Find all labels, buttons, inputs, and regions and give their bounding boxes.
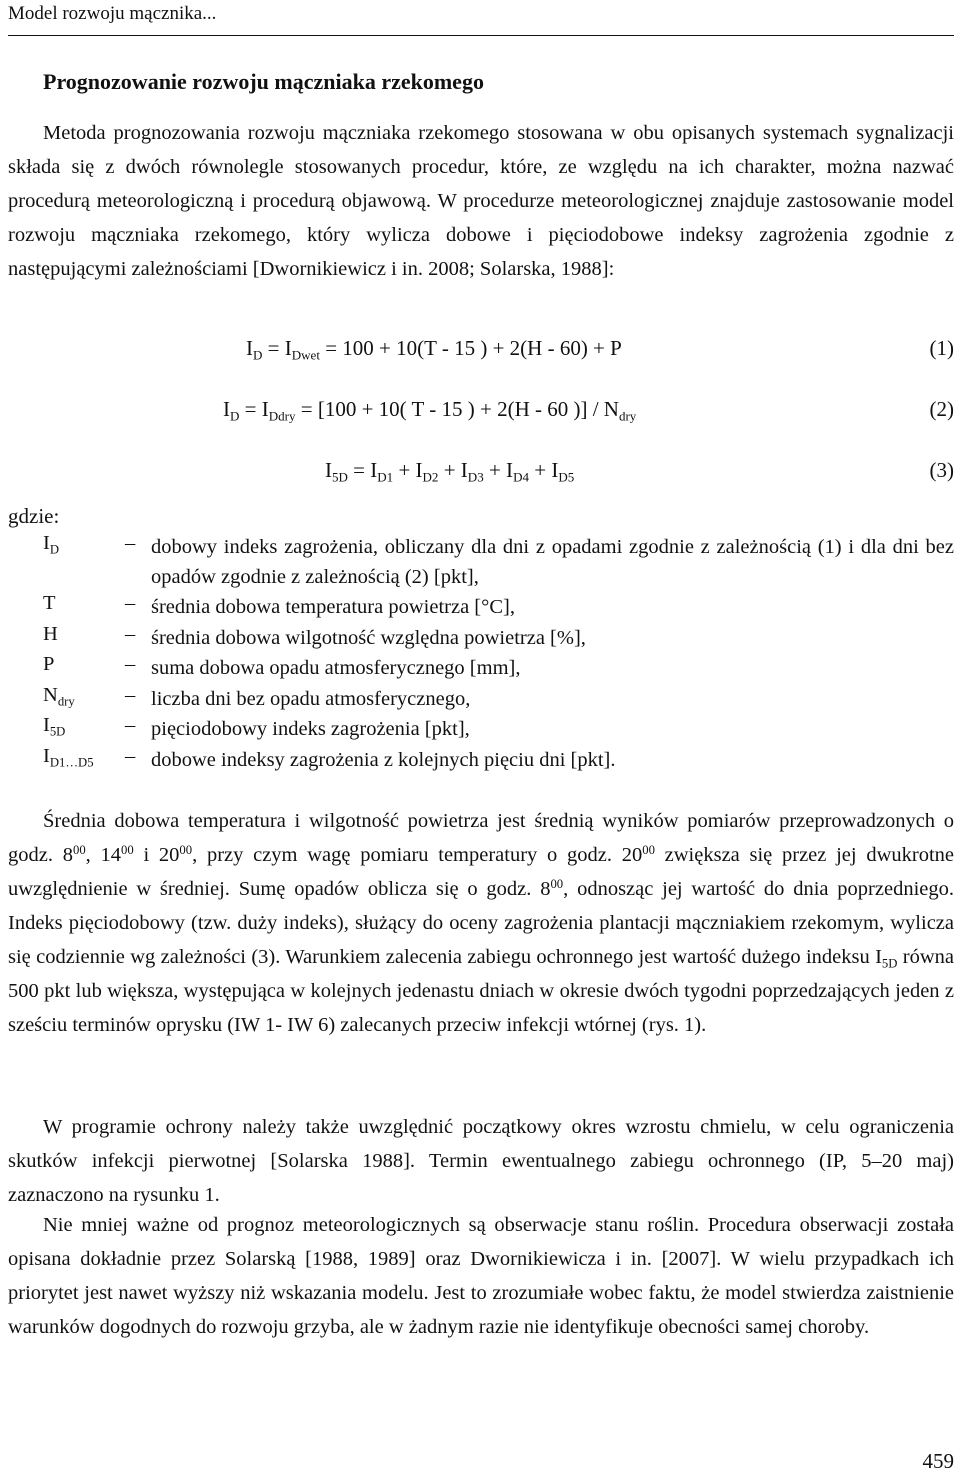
eq1-rhs: = 100 + 10(T - 15 ) + 2(H - 60) + P <box>319 336 622 360</box>
variable-symbol: $I_{D1\dots D5}$ <box>43 744 94 769</box>
variable-symbol: T <box>43 592 56 614</box>
page-number: 459 <box>922 1449 954 1473</box>
equation-3-body <box>325 458 574 483</box>
variable-row <box>0 684 960 715</box>
eq1-lhs: I <box>246 336 253 360</box>
variable-symbol: H <box>43 622 58 645</box>
variable-dash: – <box>125 532 136 554</box>
variable-symbol: $I_{5D}$ <box>43 714 66 739</box>
variable-row <box>0 714 960 745</box>
body-paragraph-2: W programie ochrony należy także uwzględnić początkowy okres wzrostu chmielu, w celu ograniczenia skutków infekcji pierwotnej [Solarska 1988]. Termin ewentualnego zabiegu ochronnego (IP, 5–20 maj) zaznaczono na rysunku 1. <box>8 1116 954 1206</box>
variable-description: pięciodobowy indeks zagrożenia [pkt], <box>151 718 470 740</box>
body-paragraph-1: Średnia dobowa temperatura i wilgotność powietrza jest średnią wyników pomiarów przeprowadzonych o godz. $8^{00}$, $14^{00}$ i $20^{00}$, przy czym wagę pomiaru temperatury o godz. $20^{00}$ zwiększa się przez jej dwukrotne uwzględnienie w średniej. Sumę opadów oblicza się o godz. $8^{00}$, odnosząc jej wartość do dnia poprzedniego. Indeks pięciodobowy (tzw. duży indeks), służący do oceny zagrożenia plantacji mączniakiem rzekomym, wylicza się codziennie wg zależności (3). Warunkiem zalecenia zabiegu ochronnego jest wartość dużego indeksu $I_{5D}$ równa 500 pkt lub większa, występująca w kolejnych jedenastu dniach w okresie dwóch tygodni poprzedzających jeden z sześciu terminów oprysku (IW 1- IW 6) zalecanych przeciw infekcji wtórnej (rys. 1). <box>8 810 955 1036</box>
eq3-sub: D2 <box>422 469 439 485</box>
equation-3 <box>0 458 960 492</box>
variable-description: liczba dni bez opadu atmosferycznego, <box>151 687 471 710</box>
equation-3-number: (3) <box>929 458 954 482</box>
eq3-sub: D1 <box>377 469 394 485</box>
variable-dash: – <box>125 653 136 675</box>
eq1-mid: = I <box>262 336 292 360</box>
body-paragraph-3: Nie mniej ważne od prognoz meteorologicznych są obserwacje stanu roślin. Procedura obserwacji została opisana dokładnie przez Solarską [1988, 1989] oraz Dwornikiewicza i in. [2007]. W wielu przypadkach ich priorytet jest nawet wyższy niż wskazania modelu. Jest to zrozumiałe wobec faktu, że model stwierdza zaistnienie warunków dogodnych do rozwoju grzyba, ale w żadnym razie nie identyfikuje obecności samej choroby. <box>8 1214 954 1338</box>
variable-row <box>0 623 960 654</box>
eq2-rhs: = [100 + 10( T - 15 ) + 2(H - 60 )] / N <box>295 397 619 421</box>
eq3-term: I <box>325 458 332 482</box>
equation-2-body <box>223 397 636 422</box>
equation-1 <box>0 336 960 370</box>
variable-description: dobowe indeksy zagrożenia z kolejnych pięciu dni [pkt]. <box>151 748 616 771</box>
variable-dash: – <box>125 714 136 736</box>
eq3-term: = I <box>347 458 378 482</box>
variable-symbol: P <box>43 653 55 675</box>
equation-1-number: (1) <box>929 336 954 360</box>
variable-row <box>0 532 960 592</box>
eq2-lhs: I <box>223 397 230 421</box>
eq2-rhs-sub: dry <box>618 408 637 424</box>
eq1-mid-sub: Dwet <box>291 347 320 363</box>
eq3-sub: 5D <box>332 469 348 485</box>
intro-paragraph: Metoda prognozowania rozwoju mączniaka rzekomego stosowana w obu opisanych systemach sygnalizacji składa się z dwóch równolegle stosowanych procedur, które, ze względu na ich charakter, można nazwać procedurą meteorologiczną i procedurą objawową. W procedurze meteorologicznej znajduje zastosowanie model rozwoju mączniaka rzekomego, który wylicza dobowe i pięciodobowe indeksy zagrożenia zgodnie z następującymi zależnościami [Dwornikiewicz i in. 2008; Solarska, 1988]: <box>8 122 954 280</box>
eq2-mid: = I <box>239 397 269 421</box>
eq2-lhs-sub: D <box>230 408 240 424</box>
variable-list <box>0 532 960 775</box>
variable-description: suma dobowa opadu atmosferycznego [mm], <box>151 657 521 679</box>
variable-description: średnia dobowa temperatura powietrza [°C], <box>151 596 515 618</box>
variable-dash: – <box>125 592 136 614</box>
variable-description: średnia dobowa wilgotność względna powietrza [%], <box>151 626 586 649</box>
variable-symbol: $N_{dry}$ <box>43 683 75 708</box>
eq2-mid-sub: Ddry <box>268 408 296 424</box>
eq3-term: + I <box>528 458 559 482</box>
variable-dash: – <box>125 744 136 767</box>
variable-row <box>0 592 960 623</box>
variable-dash: – <box>125 622 136 645</box>
eq3-sub: D4 <box>513 469 529 485</box>
running-head: Model rozwoju mącznika... <box>8 3 217 24</box>
variable-row <box>0 653 960 684</box>
variable-symbol: $I_D$ <box>43 532 60 557</box>
equation-2-number: (2) <box>929 397 954 421</box>
section-title: Prognozowanie rozwoju mączniaka rzekomego <box>43 69 484 94</box>
eq3-sub: D3 <box>467 469 484 485</box>
where-label: gdzie: <box>8 504 60 528</box>
eq3-term: + I <box>393 458 423 482</box>
eq1-lhs-sub: D <box>253 347 263 363</box>
eq3-sub: D5 <box>558 469 575 485</box>
eq3-term: + I <box>438 458 468 482</box>
eq3-term: + I <box>483 458 514 482</box>
variable-description: dobowy indeks zagrożenia, obliczany dla dni z opadami zgodnie z zależnością (1) i dla dni bez opadów zgodnie z zależnością (2) [pkt], <box>151 536 954 588</box>
variable-dash: – <box>125 683 136 706</box>
variable-row <box>0 745 960 776</box>
equation-2 <box>0 397 960 431</box>
header-rule <box>8 35 954 36</box>
equation-1-body <box>246 336 622 361</box>
